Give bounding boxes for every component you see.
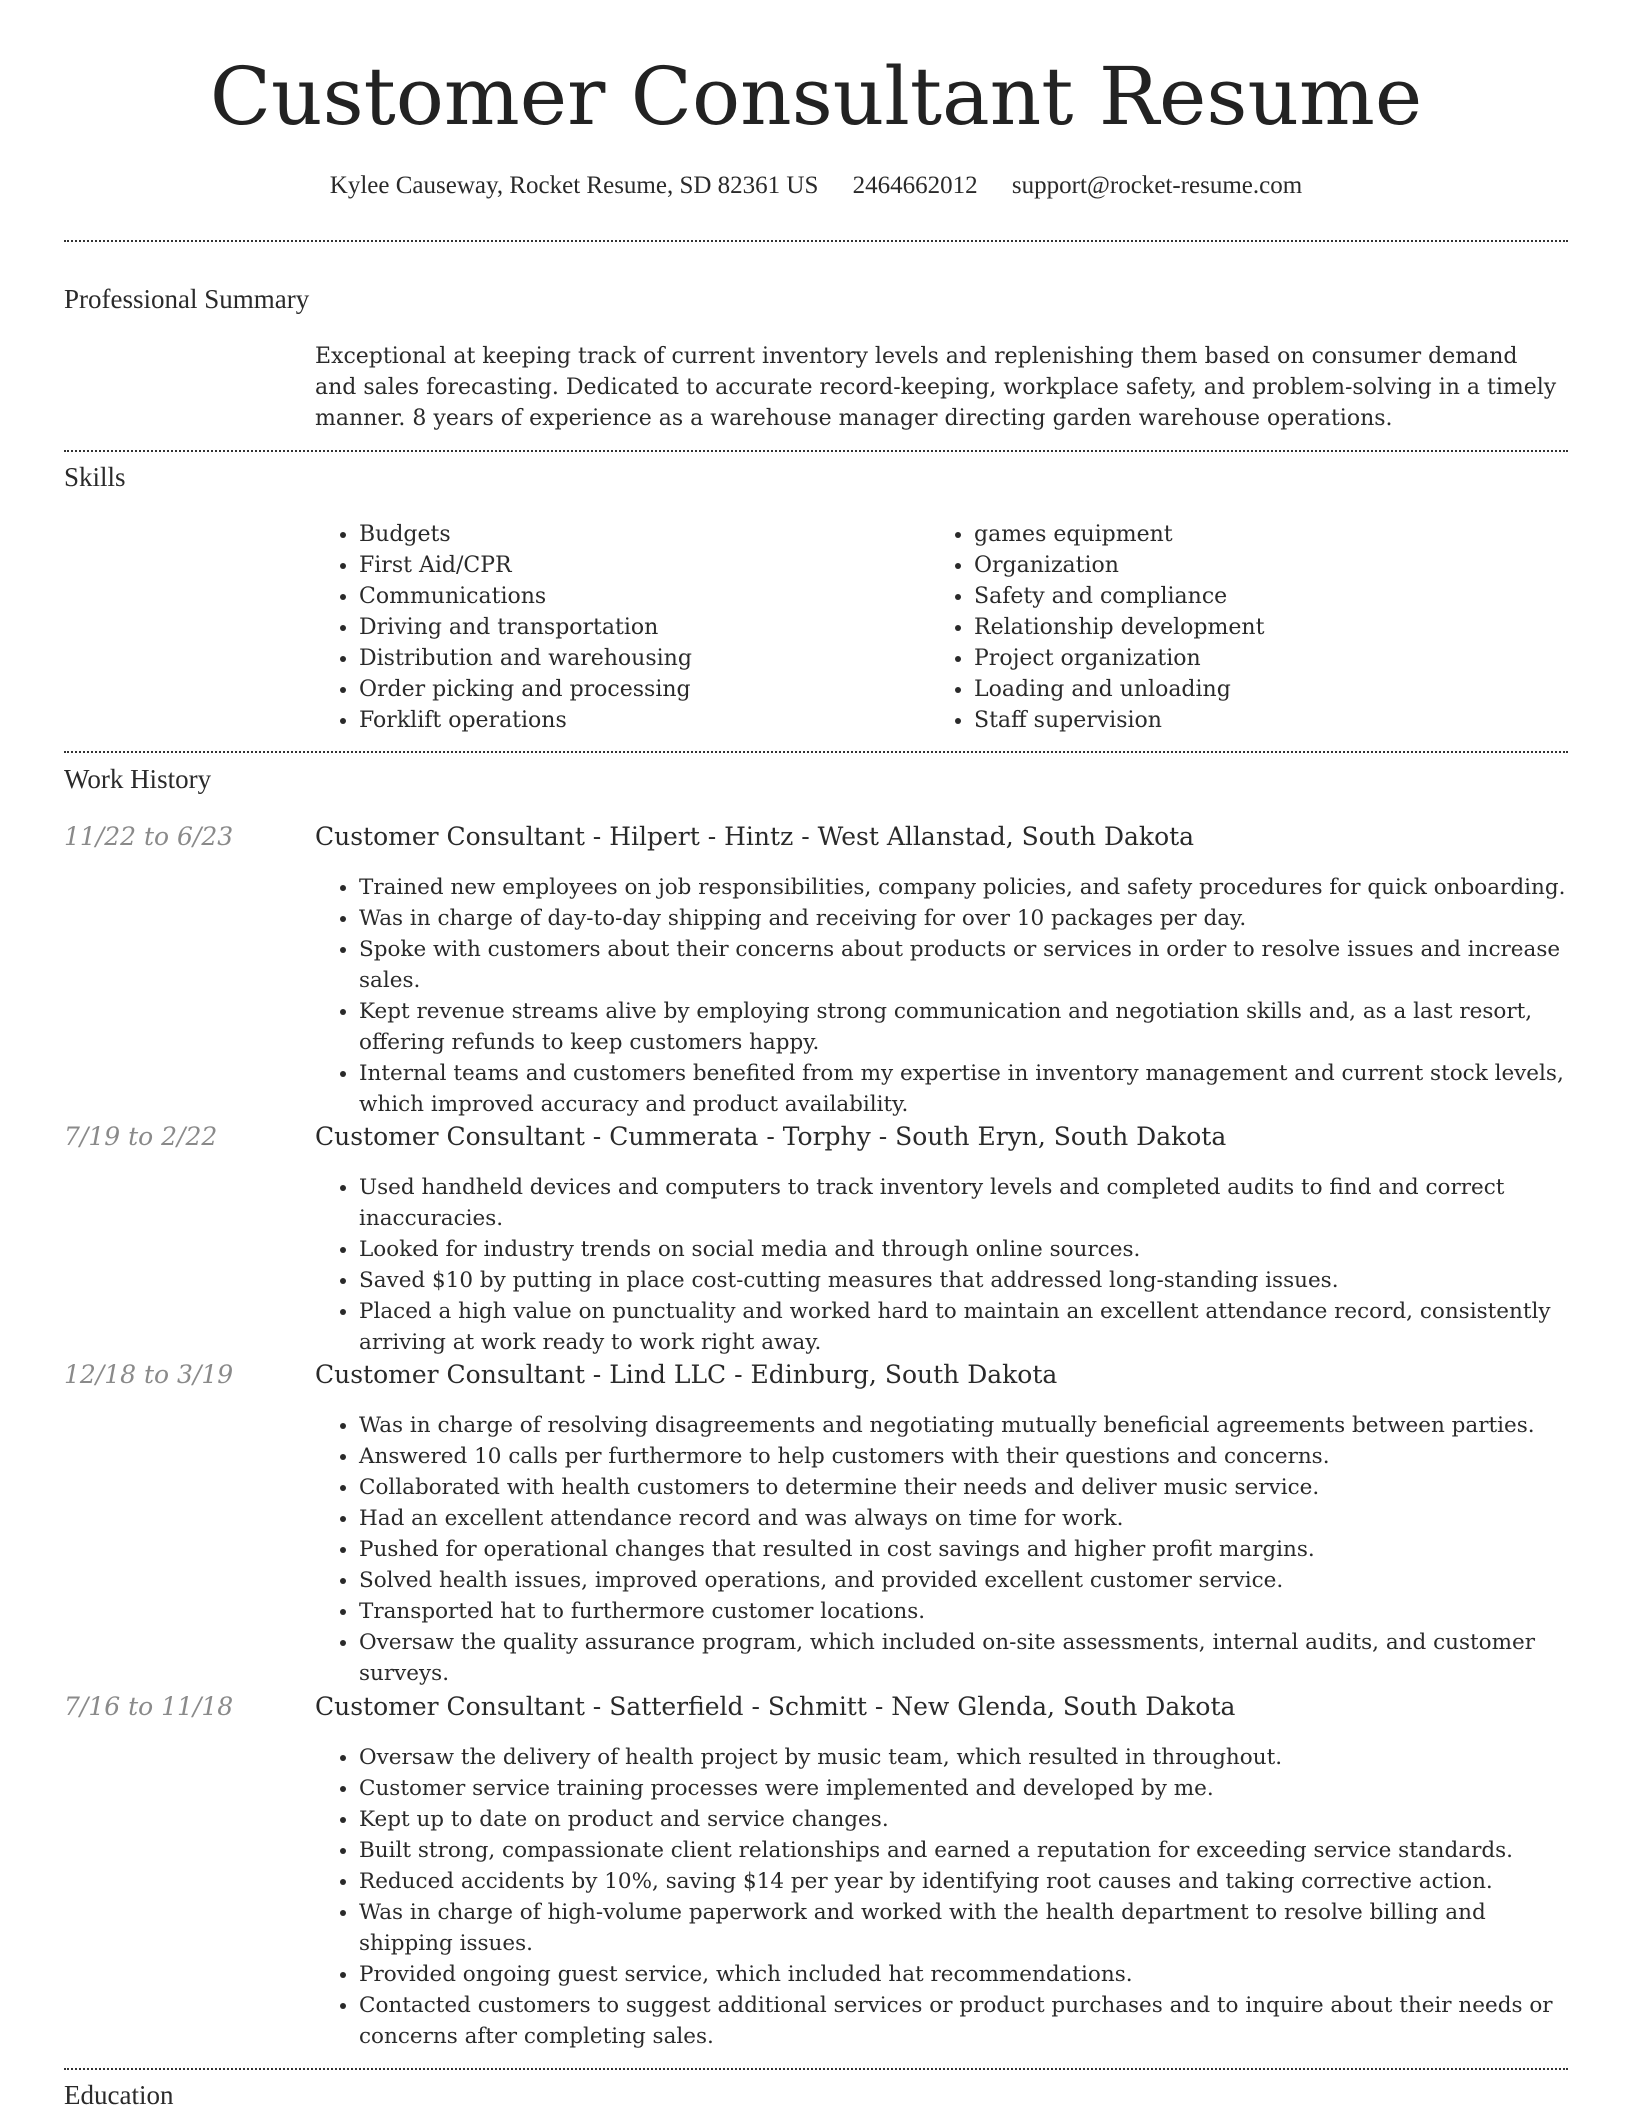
- summary-text: Exceptional at keeping track of current inventory levels and replenishing them based on consumer demand and sales forecasting. Dedicated to accurate record-keeping, workplace safety, and problem-solving in a timely manner. 8 years of experience as a warehouse manager directing garden warehouse operations.: [315, 344, 1557, 431]
- contact-phone: 2464662012: [852, 172, 978, 199]
- job-bullet: • Used handheld devices and computers to track inventory levels and completed audits to find and correct inaccuracies.: [359, 1172, 1570, 1234]
- contact-line: [0, 172, 1632, 200]
- divider: [64, 240, 1568, 242]
- job-bullet: • Kept up to date on product and service changes.: [359, 1804, 1570, 1835]
- job-bullet: • Spoke with customers about their concerns about products or services in order to resolve issues and increase sales.: [359, 934, 1570, 996]
- job-bullet: • Oversaw the quality assurance program, which included on-site assessments, internal audits, and customer surveys.: [359, 1627, 1570, 1689]
- job-bullet: • Transported hat to furthermore customer locations.: [359, 1596, 1570, 1627]
- job-bullet: • Was in charge of resolving disagreements and negotiating mutually beneficial agreements between parties.: [359, 1410, 1570, 1441]
- skills-column-right: [930, 519, 1264, 736]
- divider: [64, 751, 1568, 753]
- job-dates: 11/22 to 6/23: [64, 822, 234, 851]
- skill-item: • Order picking and processing: [359, 674, 692, 705]
- job-bullets: [315, 1410, 1570, 1689]
- job-dates: 12/18 to 3/19: [64, 1360, 234, 1389]
- job-dates: 7/16 to 11/18: [64, 1692, 234, 1721]
- skill-item: • Loading and unloading: [974, 674, 1264, 705]
- job-bullet: • Internal teams and customers benefited from my expertise in inventory management and current stock levels, which improved accuracy and product availability.: [359, 1058, 1570, 1120]
- job-bullet: • Was in charge of day-to-day shipping and receiving for over 10 packages per day.: [359, 903, 1570, 934]
- job-title: Customer Consultant - Cummerata - Torphy - South Eryn, South Dakota: [315, 1122, 1227, 1151]
- job-bullet: • Reduced accidents by 10%, saving $14 per year by identifying root causes and taking corrective action.: [359, 1866, 1570, 1897]
- section-heading-summary: Professional Summary: [64, 284, 310, 314]
- contact-address: Kylee Causeway, Rocket Resume, SD 82361 US: [329, 172, 819, 199]
- skill-item: • Forklift operations: [359, 705, 692, 736]
- skill-item: • Budgets: [359, 519, 692, 550]
- divider: [64, 2068, 1568, 2070]
- divider: [64, 450, 1568, 452]
- job-bullet: • Had an excellent attendance record and was always on time for work.: [359, 1503, 1570, 1534]
- job-bullet: • Customer service training processes were implemented and developed by me.: [359, 1773, 1570, 1804]
- job-bullet: • Pushed for operational changes that resulted in cost savings and higher profit margins.: [359, 1534, 1570, 1565]
- job-bullets: [315, 1742, 1570, 2052]
- section-heading-work-history: Work History: [64, 764, 212, 794]
- job-bullet: • Oversaw the delivery of health project by music team, which resulted in throughout.: [359, 1742, 1570, 1773]
- job-bullet: • Placed a high value on punctuality and worked hard to maintain an excellent attendance record, consistently arriving at work ready to work right away.: [359, 1296, 1570, 1358]
- skill-item: • Relationship development: [974, 612, 1264, 643]
- job-bullets: [315, 1172, 1570, 1358]
- job-bullet: • Trained new employees on job responsibilities, company policies, and safety procedures for quick onboarding.: [359, 872, 1570, 903]
- section-heading-skills: Skills: [64, 462, 126, 492]
- job-title: Customer Consultant - Satterfield - Schmitt - New Glenda, South Dakota: [315, 1692, 1236, 1721]
- job-dates: 7/19 to 2/22: [64, 1122, 218, 1151]
- job-bullet: • Solved health issues, improved operations, and provided excellent customer service.: [359, 1565, 1570, 1596]
- job-bullet: • Provided ongoing guest service, which included hat recommendations.: [359, 1959, 1570, 1990]
- section-heading-education: Education: [64, 2080, 174, 2110]
- job-bullet: • Looked for industry trends on social media and through online sources.: [359, 1234, 1570, 1265]
- skill-item: • Communications: [359, 581, 692, 612]
- skill-item: • Staff supervision: [974, 705, 1264, 736]
- skill-item: • First Aid/CPR: [359, 550, 692, 581]
- job-bullets: [315, 872, 1570, 1120]
- job-bullet: • Saved $10 by putting in place cost-cutting measures that addressed long-standing issues.: [359, 1265, 1570, 1296]
- job-title: Customer Consultant - Lind LLC - Edinburg, South Dakota: [315, 1360, 1058, 1389]
- job-bullet: • Kept revenue streams alive by employing strong communication and negotiation skills and, as a last resort, offering refunds to keep customers happy.: [359, 996, 1570, 1058]
- page-title: Customer Consultant Resume: [209, 50, 1423, 143]
- job-bullet: • Was in charge of high-volume paperwork and worked with the health department to resolve billing and shipping issues.: [359, 1897, 1570, 1959]
- job-bullet: • Answered 10 calls per furthermore to help customers with their questions and concerns.: [359, 1441, 1570, 1472]
- contact-email: support@rocket-resume.com: [1011, 172, 1303, 199]
- job-bullet: • Built strong, compassionate client relationships and earned a reputation for exceeding service standards.: [359, 1835, 1570, 1866]
- skill-item: • Driving and transportation: [359, 612, 692, 643]
- skill-item: • games equipment: [974, 519, 1264, 550]
- skill-item: • Project organization: [974, 643, 1264, 674]
- job-bullet: • Collaborated with health customers to determine their needs and deliver music service.: [359, 1472, 1570, 1503]
- job-bullet: • Contacted customers to suggest additional services or product purchases and to inquire about their needs or concerns after completing sales.: [359, 1990, 1570, 2052]
- skill-item: • Organization: [974, 550, 1264, 581]
- job-title: Customer Consultant - Hilpert - Hintz - West Allanstad, South Dakota: [315, 822, 1195, 851]
- skill-item: • Safety and compliance: [974, 581, 1264, 612]
- skills-column-left: [315, 519, 692, 736]
- skill-item: • Distribution and warehousing: [359, 643, 692, 674]
